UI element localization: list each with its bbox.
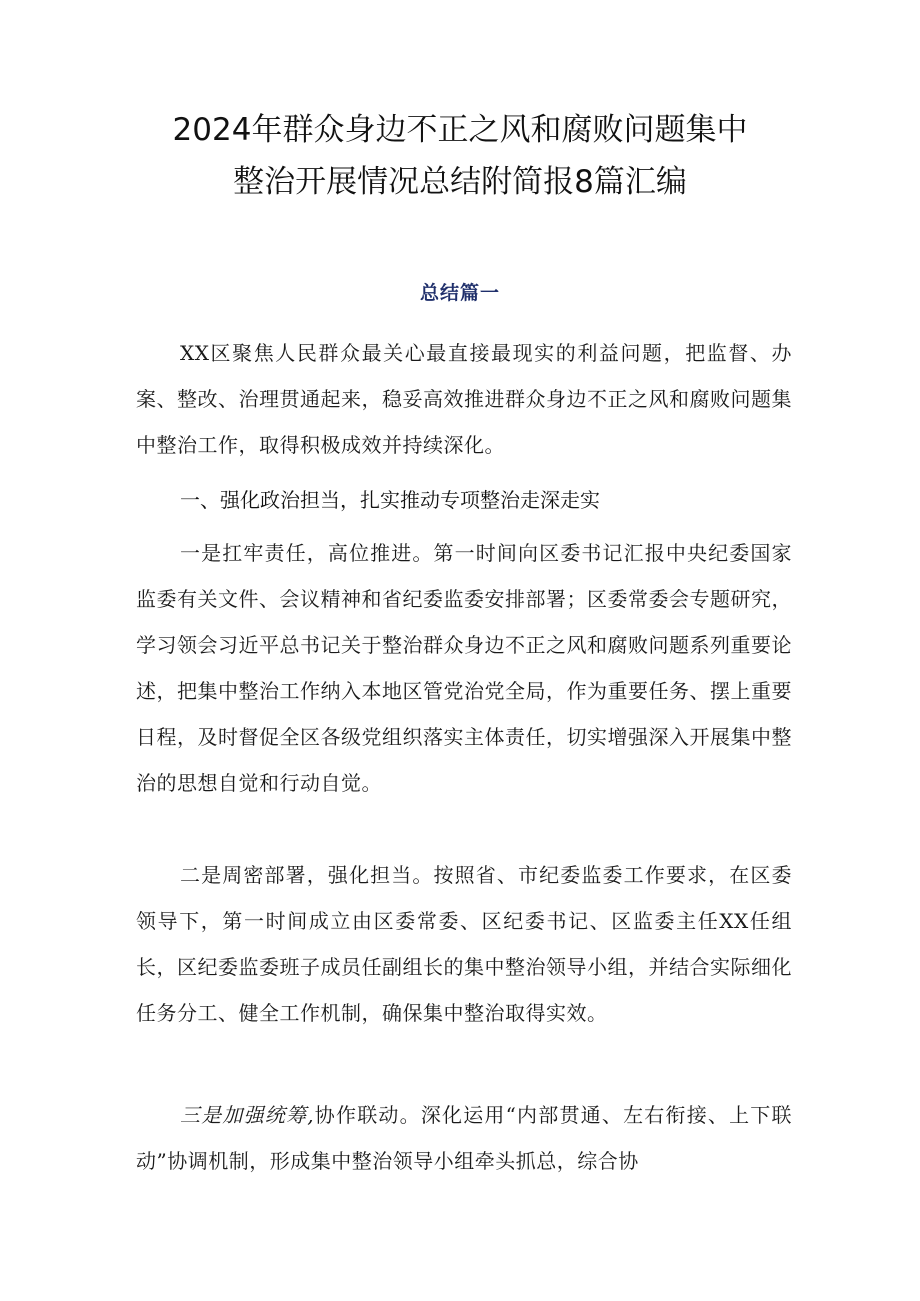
document-title bbox=[100, 104, 820, 208]
section-heading: 总结篇一 bbox=[419, 282, 500, 304]
paragraph-2: 一是扛牢责任，高位推进。第一时间向区委书记汇报中央纪委国家监委有关文件、会议精神和省纪委监委安排部署；区委常委会专题研究，学习领会习近平总书记关于整治群众身边不正之风和腐败问题系列重要论述，把集中整治工作纳入本地区管党治党全局，作为重要任务、摆上重要日程，及时督促全区各级党组织落实主体责任，切实增强深入开展集中整治的思想自觉和行动自觉。 bbox=[136, 541, 792, 795]
paragraph-4 bbox=[136, 1092, 792, 1184]
document-title-line-2: 整治开展情况总结附简报8篇汇编 bbox=[233, 164, 687, 200]
document-title-line-1: 2024年群众身边不正之风和腐败问题集中 bbox=[172, 112, 748, 148]
paragraph-4-body: 协作联动。深化运用“内部贯通、左右衔接、上下联动”协调机制，形成集中整治领导小组牵头抓总，综合协 bbox=[136, 1103, 793, 1173]
paragraph-3: 二是周密部署，强化担当。按照省、市纪委监委工作要求，在区委领导下，第一时间成立由区委常委、区纪委书记、区监委主任XX任组长，区纪委监委班子成员任副组长的集中整治领导小组，并结合实际细化任务分工、健全工作机制，确保集中整治取得实效。 bbox=[136, 863, 792, 1025]
intro-paragraph: XX区聚焦人民群众最关心最直接最现实的利益问题，把监督、办案、整改、治理贯通起来，稳妥高效推进群众身边不正之风和腐败问题集中整治工作，取得积极成效并持续深化。 bbox=[136, 341, 792, 457]
heading-1: 一、强化政治担当，扎实推动专项整治走深走实 bbox=[180, 488, 600, 512]
paragraph-4-lead: 三是加强统筹, bbox=[180, 1103, 315, 1127]
